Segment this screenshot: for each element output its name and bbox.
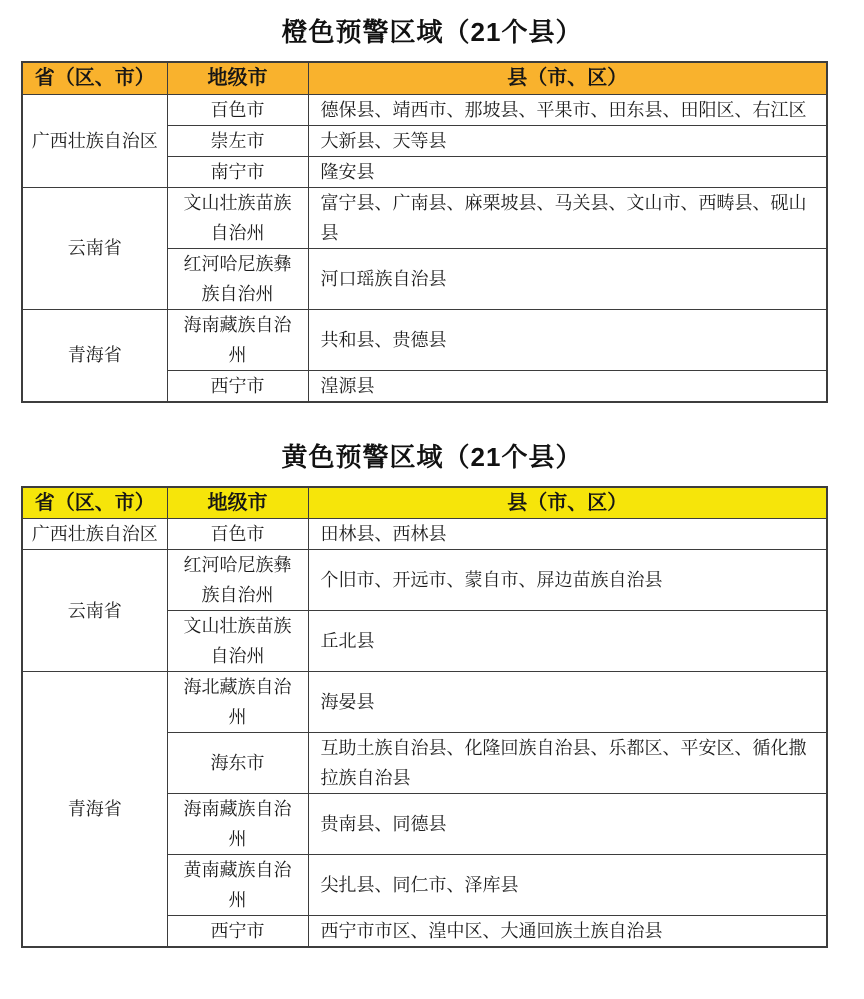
city-cell: 黄南藏族自治州 [167, 855, 308, 916]
city-cell: 海北藏族自治州 [167, 672, 308, 733]
orange-warning-table [21, 61, 828, 403]
city-cell: 百色市 [167, 519, 308, 550]
counties-cell: 河口瑶族自治县 [308, 248, 827, 309]
table-row [22, 309, 827, 370]
column-header-1: 省（区、市） [22, 487, 167, 519]
counties-cell: 个旧市、开远市、蒙自市、屏边苗族自治县 [308, 550, 827, 611]
column-header-3: 县（市、区） [308, 487, 827, 519]
column-header-2: 地级市 [167, 487, 308, 519]
counties-cell: 西宁市市区、湟中区、大通回族土族自治县 [308, 916, 827, 948]
province-cell: 云南省 [22, 187, 167, 309]
column-header-3: 县（市、区） [308, 62, 827, 94]
table-row [22, 519, 827, 550]
city-cell: 海东市 [167, 733, 308, 794]
province-cell: 云南省 [22, 550, 167, 672]
counties-cell: 海晏县 [308, 672, 827, 733]
city-cell: 百色市 [167, 94, 308, 125]
table-row [22, 94, 827, 125]
city-cell: 海南藏族自治州 [167, 309, 308, 370]
header-row [22, 487, 827, 519]
counties-cell: 互助土族自治县、化隆回族自治县、乐都区、平安区、循化撒拉族自治县 [308, 733, 827, 794]
city-cell: 红河哈尼族彝族自治州 [167, 248, 308, 309]
counties-cell: 贵南县、同德县 [308, 794, 827, 855]
orange-warning-title: 橙色预警区域（21个县） [281, 17, 583, 47]
province-cell: 广西壮族自治区 [22, 519, 167, 550]
yellow-warning-title: 黄色预警区域（21个县） [281, 441, 583, 472]
counties-cell: 隆安县 [308, 156, 827, 187]
counties-cell: 富宁县、广南县、麻栗坡县、马关县、文山市、西畴县、砚山县 [308, 187, 827, 248]
province-cell: 广西壮族自治区 [22, 94, 167, 187]
counties-cell: 尖扎县、同仁市、泽库县 [308, 855, 827, 916]
city-cell: 崇左市 [167, 125, 308, 156]
city-cell: 西宁市 [167, 370, 308, 402]
city-cell: 红河哈尼族彝族自治州 [167, 550, 308, 611]
yellow-warning-section [0, 441, 864, 949]
city-cell: 西宁市 [167, 916, 308, 948]
orange-warning-section [0, 16, 864, 403]
table-row [22, 672, 827, 733]
province-cell: 青海省 [22, 309, 167, 402]
column-header-1: 省（区、市） [22, 62, 167, 94]
city-cell: 海南藏族自治州 [167, 794, 308, 855]
column-header-2: 地级市 [167, 62, 308, 94]
header-row [22, 62, 827, 94]
province-cell: 青海省 [22, 672, 167, 948]
counties-cell: 大新县、天等县 [308, 125, 827, 156]
counties-cell: 共和县、贵德县 [308, 309, 827, 370]
counties-cell: 德保县、靖西市、那坡县、平果市、田东县、田阳区、右江区 [308, 94, 827, 125]
counties-cell: 田林县、西林县 [308, 519, 827, 550]
counties-cell: 丘北县 [308, 611, 827, 672]
city-cell: 南宁市 [167, 156, 308, 187]
city-cell: 文山壮族苗族自治州 [167, 611, 308, 672]
table-row [22, 187, 827, 248]
counties-cell: 湟源县 [308, 370, 827, 402]
city-cell: 文山壮族苗族自治州 [167, 187, 308, 248]
yellow-warning-table [21, 486, 828, 949]
table-row [22, 550, 827, 611]
